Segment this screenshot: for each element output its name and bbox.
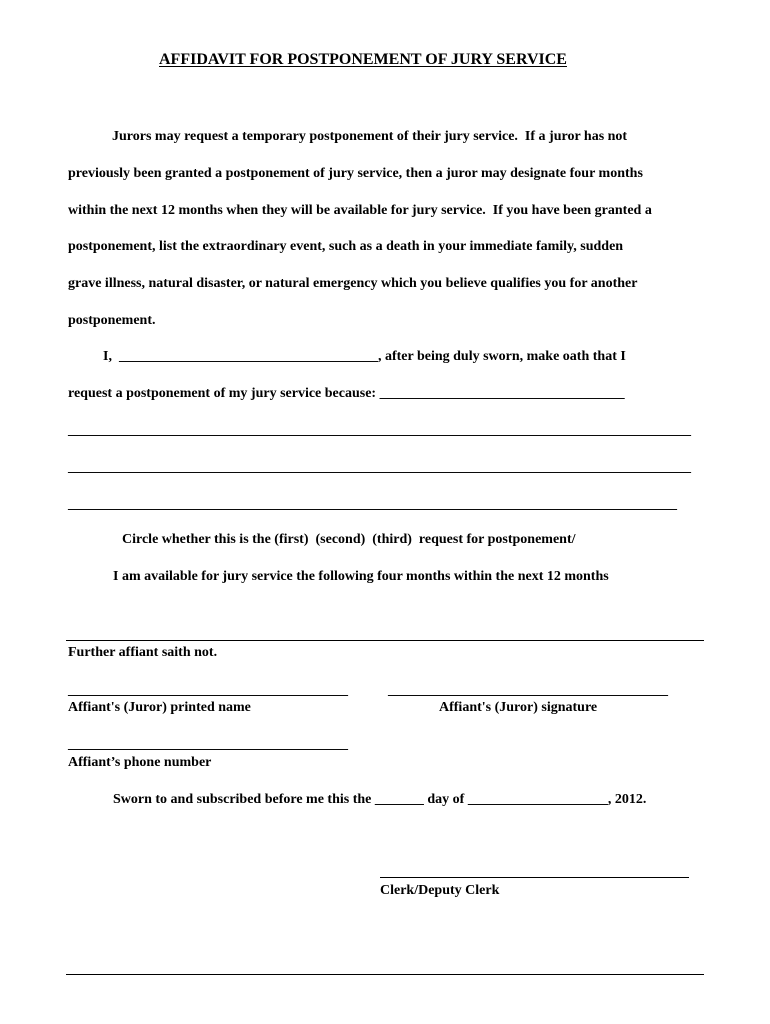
availability-statement: I am available for jury service the following four months within the next 12 months bbox=[113, 569, 609, 584]
reason-blank-line: _______________________________________________________________________________________ bbox=[68, 497, 677, 512]
clerk-signature-line bbox=[380, 877, 689, 878]
paragraph-line: grave illness, natural disaster, or natural emergency which you believe qualifies you for another bbox=[68, 276, 638, 291]
paragraph-line: previously been granted a postponement of jury service, then a juror may designate four months bbox=[68, 166, 643, 181]
printed-name-label: Affiant's (Juror) printed name bbox=[68, 700, 251, 715]
signature-label: Affiant's (Juror) signature bbox=[439, 700, 598, 715]
phone-number-line: ________________________________________ bbox=[68, 737, 348, 752]
footer-line bbox=[66, 974, 704, 975]
signature-line: ________________________________________ bbox=[388, 683, 668, 698]
paragraph-line: postponement. bbox=[68, 313, 156, 328]
oath-statement: I, _____________________________________, after being duly sworn, make oath that I bbox=[103, 349, 626, 364]
further-affiant-text: Further affiant saith not. bbox=[68, 645, 218, 660]
paragraph-line: within the next 12 months when they will be available for jury service. If you have been granted a bbox=[68, 203, 652, 218]
paragraph-line: Jurors may request a temporary postponement of their jury service. If a juror has not bbox=[112, 129, 628, 144]
clerk-label: Clerk/Deputy Clerk bbox=[380, 883, 500, 898]
sworn-statement: Sworn to and subscribed before me this the _______ day of ____________________, 2012. bbox=[113, 792, 647, 807]
divider-line bbox=[66, 640, 704, 641]
paragraph-line: postponement, list the extraordinary event, such as a death in your immediate family, sudden bbox=[68, 239, 624, 254]
printed-name-line: ________________________________________ bbox=[68, 683, 348, 698]
document-title: AFFIDAVIT FOR POSTPONEMENT OF JURY SERVICE bbox=[159, 51, 567, 68]
postponement-reason-line: request a postponement of my jury service because: ___________________________________ bbox=[68, 386, 625, 401]
reason-blank-line: _________________________________________________________________________________________ bbox=[68, 460, 691, 475]
request-count-instruction: Circle whether this is the (first) (second) (third) request for postponement/ bbox=[122, 532, 576, 547]
phone-number-label: Affiant’s phone number bbox=[68, 755, 212, 770]
reason-blank-line: _________________________________________________________________________________________ bbox=[68, 423, 691, 438]
